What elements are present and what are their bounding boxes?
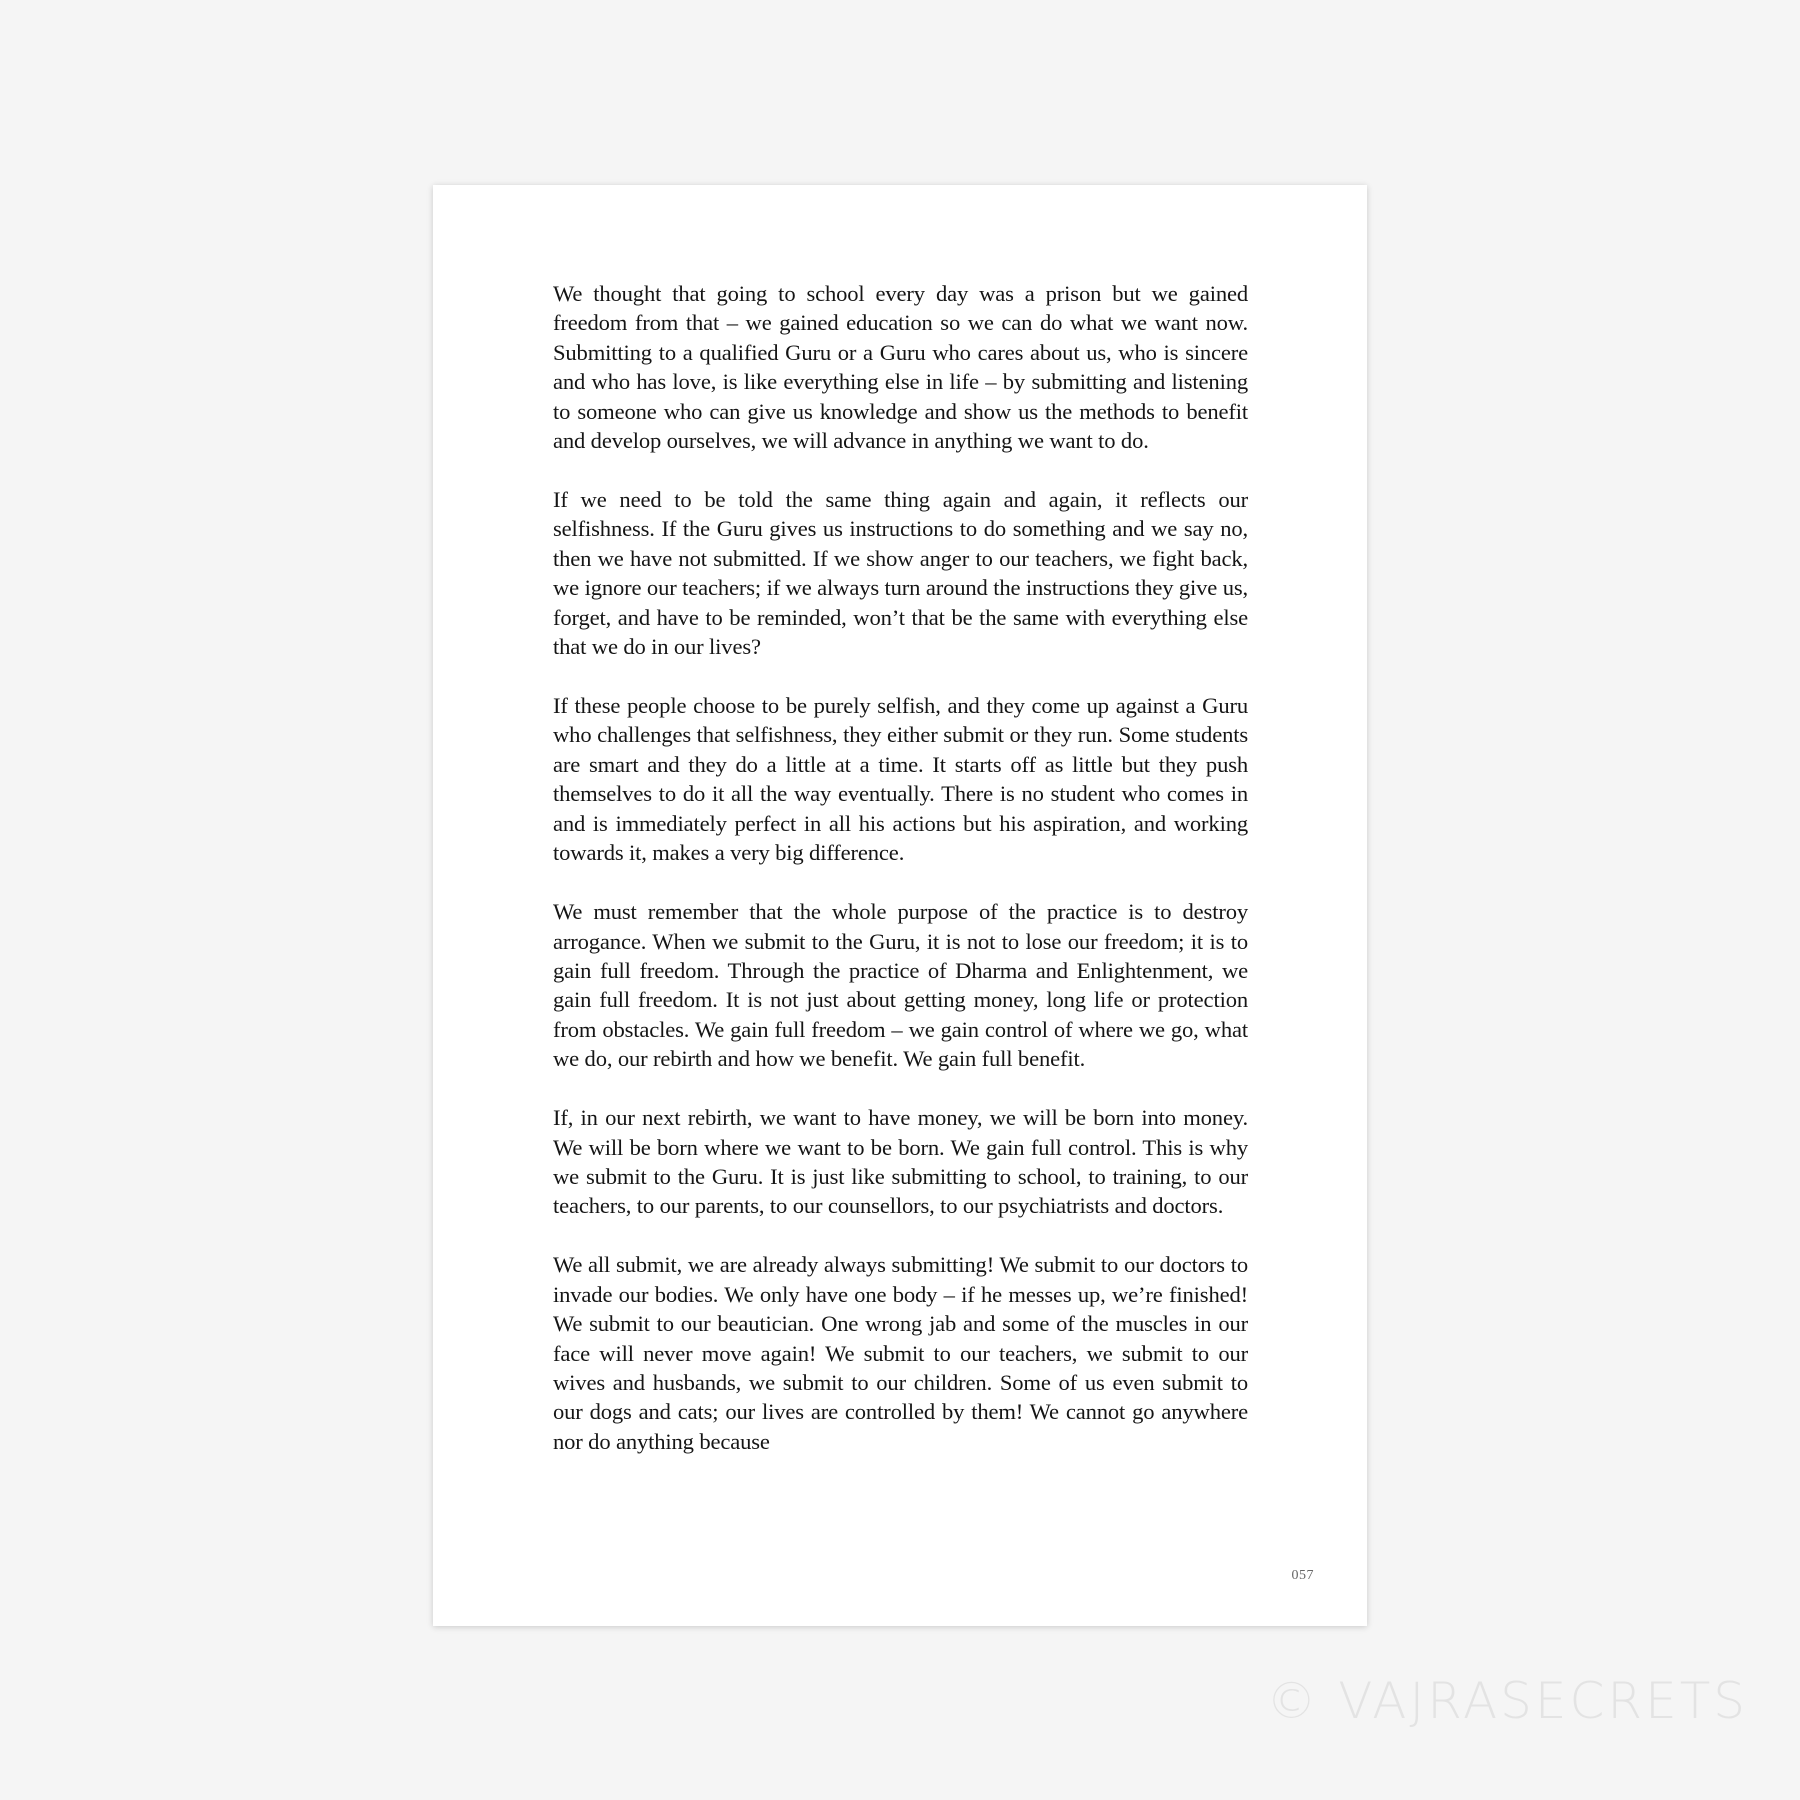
page-text	[553, 279, 1248, 1456]
copyright-watermark: © VAJRASECRETS	[1266, 1672, 1748, 1730]
paragraph-3: If these people choose to be purely selfish, and they come up against a Guru who challenges that selfishness, they either submit or they run. Some students are smart and they do a little at a time. It starts off as little but they push themselves to do it all the way eventually. There is no student who comes in and is immediately perfect in all his actions but his aspiration, and working towards it, makes a very big difference.	[553, 693, 1248, 866]
paragraph-6: We all submit, we are already always submitting! We submit to our doctors to invade our bodies. We only have one body – if he messes up, we’re finished! We submit to our beautician. One wrong jab and some of the muscles in our face will never move again! We submit to our teachers, we submit to our wives and husbands, we submit to our children. Some of us even submit to our dogs and cats; our lives are controlled by them! We cannot go anywhere nor do anything because	[553, 1252, 1248, 1454]
paragraph-4: We must remember that the whole purpose of the practice is to destroy arrogance. When we submit to the Guru, it is not to lose our freedom; it is to gain full freedom. Through the practice of Dharma and Enlightenment, we gain full freedom. It is not just about getting money, long life or protection from obstacles. We gain full freedom – we gain control of where we go, what we do, our rebirth and how we benefit. We gain full benefit.	[553, 899, 1248, 1072]
paragraph-1: We thought that going to school every day was a prison but we gained freedom from that – we gained education so we can do what we want now. Submitting to a qualified Guru or a Guru who cares about us, who is sincere and who has love, is like everything else in life – by submitting and listening to someone who can give us knowledge and show us the methods to benefit and develop ourselves, we will advance in anything we want to do.	[553, 281, 1248, 454]
page-number: 057	[1291, 1568, 1314, 1583]
paragraph-5: If, in our next rebirth, we want to have money, we will be born into money. We will be born where we want to be born. We gain full control. This is why we submit to the Guru. It is just like submitting to school, to training, to our teachers, to our parents, to our counsellors, to our psychiatrists and doctors.	[553, 1105, 1248, 1219]
book-page	[433, 185, 1367, 1626]
paragraph-2: If we need to be told the same thing again and again, it reflects our selfishness. If the Guru gives us instructions to do something and we say no, then we have not submitted. If we show anger to our teachers, we fight back, we ignore our teachers; if we always turn around the instructions they give us, forget, and have to be reminded, won’t that be the same with everything else that we do in our lives?	[553, 487, 1248, 660]
